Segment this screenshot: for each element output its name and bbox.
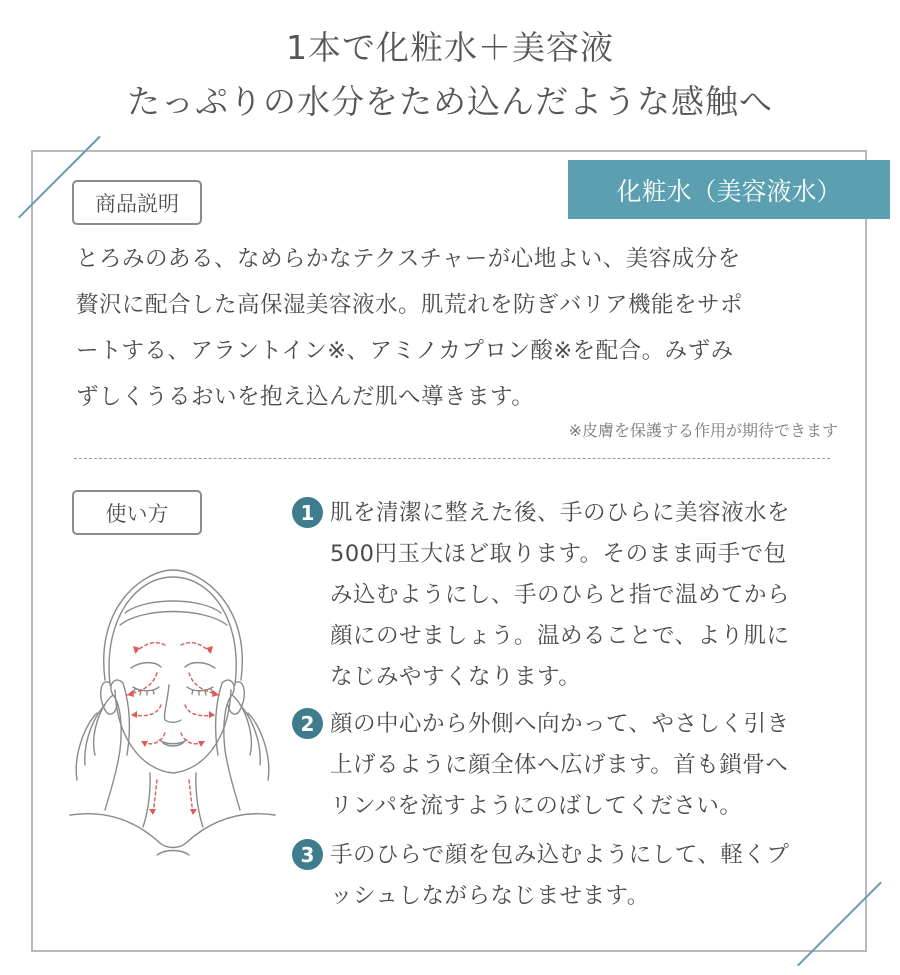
- description-line: 贅沢に配合した高保湿美容液水。肌荒れを防ぎバリア機能をサポ: [76, 292, 744, 318]
- step-2-number: 2: [292, 708, 323, 739]
- step-1-text: 500円玉大ほど取ります。そのまま両手で包: [330, 541, 787, 567]
- step-1-text: なじみやすくなります。: [330, 664, 582, 690]
- step-2-text: 顔の中心から外側へ向かって、やさしく引き: [330, 711, 790, 737]
- footnote: ※皮膚を保護する作用が期待できます: [568, 421, 838, 440]
- usage-label: 使い方: [72, 490, 202, 535]
- headline-line-1: 1本で化粧水＋美容液: [286, 28, 614, 67]
- step-3-number: 3: [292, 839, 323, 870]
- product-type-badge: 化粧水（美容液水）: [568, 160, 890, 219]
- description-line: ずしくうるおいを抱え込んだ肌へ導きます。: [76, 384, 535, 410]
- face-massage-illustration: [65, 565, 280, 870]
- headline-line-2: たっぷりの水分をため込んだような感触へ: [127, 82, 773, 121]
- step-1-text: 顔にのせましょう。温めることで、より肌に: [330, 623, 790, 649]
- section-divider: [74, 458, 830, 459]
- step-1-text: み込むようにし、手のひらと指で温めてから: [330, 582, 791, 608]
- step-1-number: 1: [292, 497, 323, 528]
- product-description-label: 商品説明: [72, 180, 202, 225]
- description-line: ートする、アラントイン※、アミノカプロン酸※を配合。みずみ: [76, 338, 734, 364]
- step-2-text: リンパを流すようにのばしてください。: [330, 793, 743, 819]
- step-1-text: 肌を清潔に整えた後、手のひらに美容液水を: [330, 500, 791, 526]
- step-2-text: 上げるように顔全体へ広げます。首も鎖骨へ: [330, 752, 789, 778]
- description-line: とろみのある、なめらかなテクスチャーが心地よい、美容成分を: [76, 246, 741, 272]
- step-3-text: 手のひらで顔を包み込むようにして、軽くプ: [330, 842, 790, 868]
- step-3-text: ッシュしながらなじませます。: [330, 883, 650, 909]
